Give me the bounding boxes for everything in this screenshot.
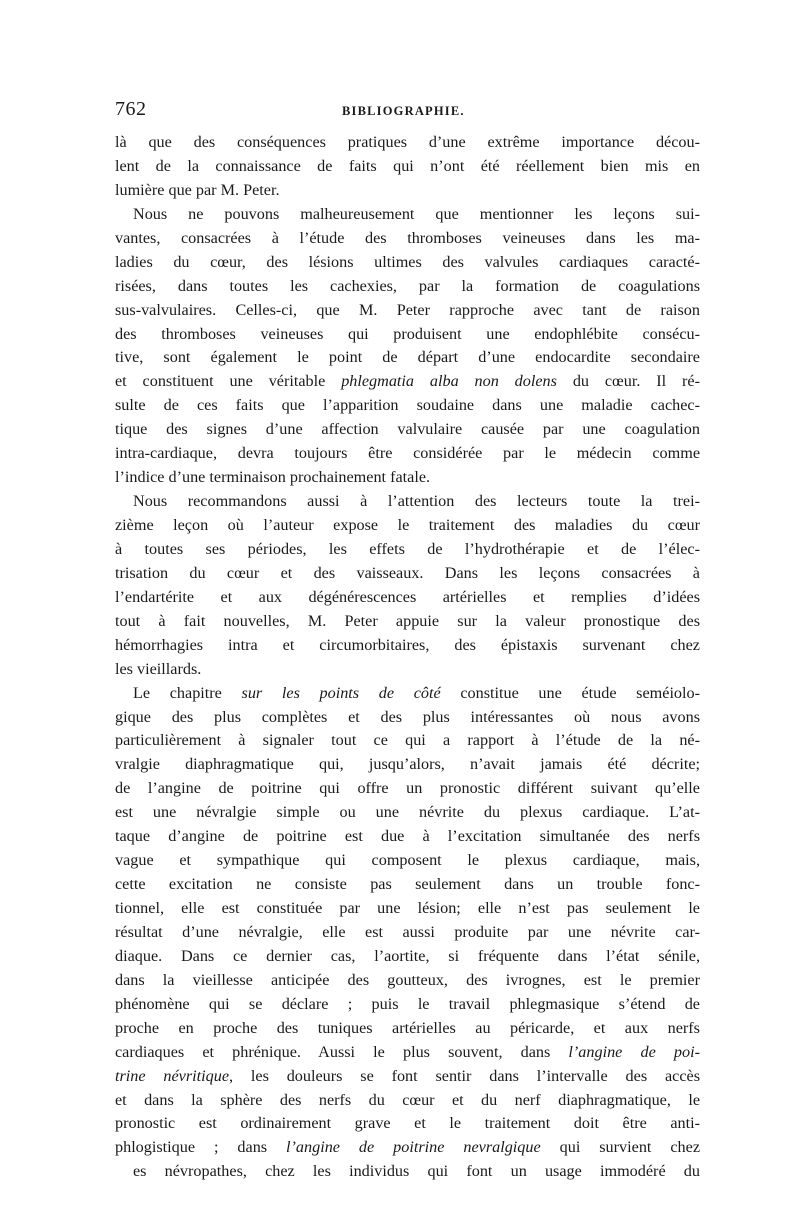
text-segment: cardiaques et phrénique. Aussi le plus souvent, dans bbox=[115, 1042, 569, 1061]
italic-text: l’angine de poitrine nevralgique bbox=[286, 1138, 541, 1157]
text-segment: tive, sont également le point de départ d’une endocardite secondaire bbox=[115, 348, 700, 367]
text-segment: les vieillards. bbox=[115, 659, 202, 678]
text-segment: phlogistique ; dans bbox=[115, 1138, 287, 1157]
text-line bbox=[115, 538, 700, 562]
text-segment: diaque. Dans ce dernier cas, l’aortite, si fréquente dans l’état sénile, bbox=[115, 946, 700, 965]
text-segment: vralgie diaphragmatique qui, jusqu’alors, n’avait jamais été décrite; bbox=[115, 755, 700, 774]
running-title: BIBLIOGRAPHIE. bbox=[342, 104, 465, 118]
body-text bbox=[115, 131, 700, 1184]
text-line bbox=[115, 658, 700, 682]
text-segment: intra-cardiaque, devra toujours être considérée par le médecin comme bbox=[115, 444, 700, 463]
text-segment: particulièrement à signaler tout ce qui a rapport à l’étude de la né- bbox=[115, 731, 700, 750]
text-line bbox=[115, 729, 700, 753]
text-line bbox=[115, 825, 700, 849]
text-line bbox=[115, 490, 700, 514]
italic-text: sur les points de côté bbox=[241, 683, 441, 702]
text-line bbox=[115, 442, 700, 466]
text-segment: sus-valvulaires. Celles-ci, que M. Peter rapproche avec tant de raison bbox=[115, 300, 700, 319]
text-segment: résultat d’une névralgie, elle est aussi produite par une névrite car- bbox=[115, 922, 700, 941]
running-head bbox=[115, 98, 700, 128]
text-line bbox=[115, 945, 700, 969]
text-line bbox=[115, 897, 700, 921]
text-line bbox=[115, 299, 700, 323]
italic-text: trine névritique bbox=[115, 1066, 230, 1085]
text-line bbox=[115, 346, 700, 370]
text-segment: risées, dans toutes les cachexies, par la formation de coagulations bbox=[115, 276, 700, 295]
text-line bbox=[115, 873, 700, 897]
text-segment: du cœur. Il ré- bbox=[556, 372, 700, 391]
text-line bbox=[115, 753, 700, 777]
text-segment: zième leçon où l’auteur expose le traitement des maladies du cœur bbox=[115, 516, 700, 534]
text-segment: dans la vieillesse anticipée des goutteux, des ivrognes, est le premier bbox=[115, 970, 700, 989]
italic-text: l’angine de poi- bbox=[568, 1042, 700, 1061]
text-line bbox=[115, 682, 700, 706]
text-segment: l’indice d’une terminaison prochainement fatale. bbox=[115, 468, 431, 487]
text-segment: l’endartérite et aux dégénérescences artérielles et remplies d’idées bbox=[115, 587, 700, 606]
text-segment: Le chapitre bbox=[133, 683, 242, 702]
text-line bbox=[115, 418, 700, 442]
text-segment: constitue une étude seméiolo- bbox=[440, 683, 700, 702]
text-segment: qui survient chez bbox=[540, 1138, 700, 1157]
text-segment: et dans la sphère des nerfs du cœur et du nerf diaphragmatique, le bbox=[115, 1090, 700, 1109]
text-segment: vantes, consacrées à l’étude des thromboses veineuses dans les ma- bbox=[115, 228, 700, 247]
text-line bbox=[115, 227, 700, 251]
text-segment: sulte de ces faits que l’apparition soudaine dans une maladie cachec- bbox=[115, 396, 700, 415]
text-line bbox=[115, 777, 700, 801]
text-segment: tout à fait nouvelles, M. Peter appuie sur la valeur pronostique des bbox=[115, 611, 700, 630]
text-line bbox=[115, 370, 700, 394]
text-segment: cette excitation ne consiste pas seulement dans un trouble fonc- bbox=[115, 875, 700, 894]
text-line bbox=[115, 155, 700, 179]
text-segment: , les douleurs se font sentir dans l’intervalle des accès bbox=[229, 1066, 700, 1085]
text-segment: trisation du cœur et des vaisseaux. Dans les leçons consacrées à bbox=[115, 563, 700, 582]
text-line bbox=[115, 514, 700, 538]
text-line bbox=[115, 969, 700, 993]
text-line bbox=[115, 323, 700, 347]
text-line bbox=[115, 610, 700, 634]
text-segment: phénomène qui se déclare ; puis le travail phlegmasique s’étend de bbox=[115, 994, 700, 1013]
text-segment: gique des plus complètes et des plus intéressantes où nous avons bbox=[115, 707, 700, 726]
text-segment: Nous recommandons aussi à l’attention des lecteurs toute la trei- bbox=[133, 492, 700, 511]
text-segment: lent de la connaissance de faits qui n’ont été réellement bien mis en bbox=[115, 156, 700, 175]
text-segment: tique des signes d’une affection valvulaire causée par une coagulation bbox=[115, 420, 700, 439]
text-segment: des thromboses veineuses qui produisent une endophlébite consécu- bbox=[115, 324, 700, 343]
text-segment: est une névralgie simple ou une névrite du plexus cardiaque. L’at- bbox=[115, 803, 700, 822]
text-line bbox=[115, 706, 700, 730]
text-line bbox=[115, 1089, 700, 1113]
text-line bbox=[115, 634, 700, 658]
text-segment: es névropathes, chez les individus qui font un usage immodéré du bbox=[133, 1162, 700, 1181]
text-line bbox=[115, 586, 700, 610]
text-line bbox=[115, 1041, 700, 1065]
text-line bbox=[115, 801, 700, 825]
text-segment: de l’angine de poitrine qui offre un pronostic différent suivant qu’elle bbox=[115, 779, 700, 798]
text-segment: proche en proche des tuniques artérielles au péricarde, et aux nerfs bbox=[115, 1018, 700, 1037]
text-line bbox=[115, 1160, 700, 1184]
text-line bbox=[115, 131, 700, 155]
text-segment: lumière que par M. Peter. bbox=[115, 180, 280, 199]
text-line bbox=[115, 1065, 700, 1089]
text-segment: à toutes ses périodes, les effets de l’hydrothérapie et de l’élec- bbox=[115, 539, 700, 558]
text-segment: et constituent une véritable bbox=[115, 372, 342, 391]
text-line bbox=[115, 562, 700, 586]
text-segment: tionnel, elle est constituée par une lésion; elle n’est pas seulement le bbox=[115, 899, 700, 917]
page-number: 762 bbox=[115, 98, 147, 120]
text-line bbox=[115, 179, 700, 203]
italic-text: phlegmatia alba non dolens bbox=[341, 372, 557, 391]
text-segment: ladies du cœur, des lésions ultimes des valvules cardiaques caracté- bbox=[115, 252, 700, 271]
text-line bbox=[115, 251, 700, 275]
text-line bbox=[115, 275, 700, 299]
text-segment: vague et sympathique qui composent le plexus cardiaque, mais, bbox=[115, 851, 700, 870]
text-line bbox=[115, 849, 700, 873]
text-line bbox=[115, 1112, 700, 1136]
text-line bbox=[115, 1136, 700, 1160]
text-segment: Nous ne pouvons malheureusement que mentionner les leçons sui- bbox=[133, 204, 700, 223]
text-segment: pronostic est ordinairement grave et le traitement doit être anti- bbox=[115, 1114, 700, 1133]
text-segment: là que des conséquences pratiques d’une extrême importance décou- bbox=[115, 133, 700, 151]
text-line bbox=[115, 466, 700, 490]
text-line bbox=[115, 921, 700, 945]
text-segment: hémorrhagies intra et circumorbitaires, des épistaxis survenant chez bbox=[115, 635, 700, 654]
text-line bbox=[115, 1017, 700, 1041]
text-segment: taque d’angine de poitrine est due à l’excitation simultanée des nerfs bbox=[115, 827, 700, 846]
book-page bbox=[115, 98, 700, 1184]
text-line bbox=[115, 993, 700, 1017]
text-line bbox=[115, 394, 700, 418]
text-line bbox=[115, 203, 700, 227]
